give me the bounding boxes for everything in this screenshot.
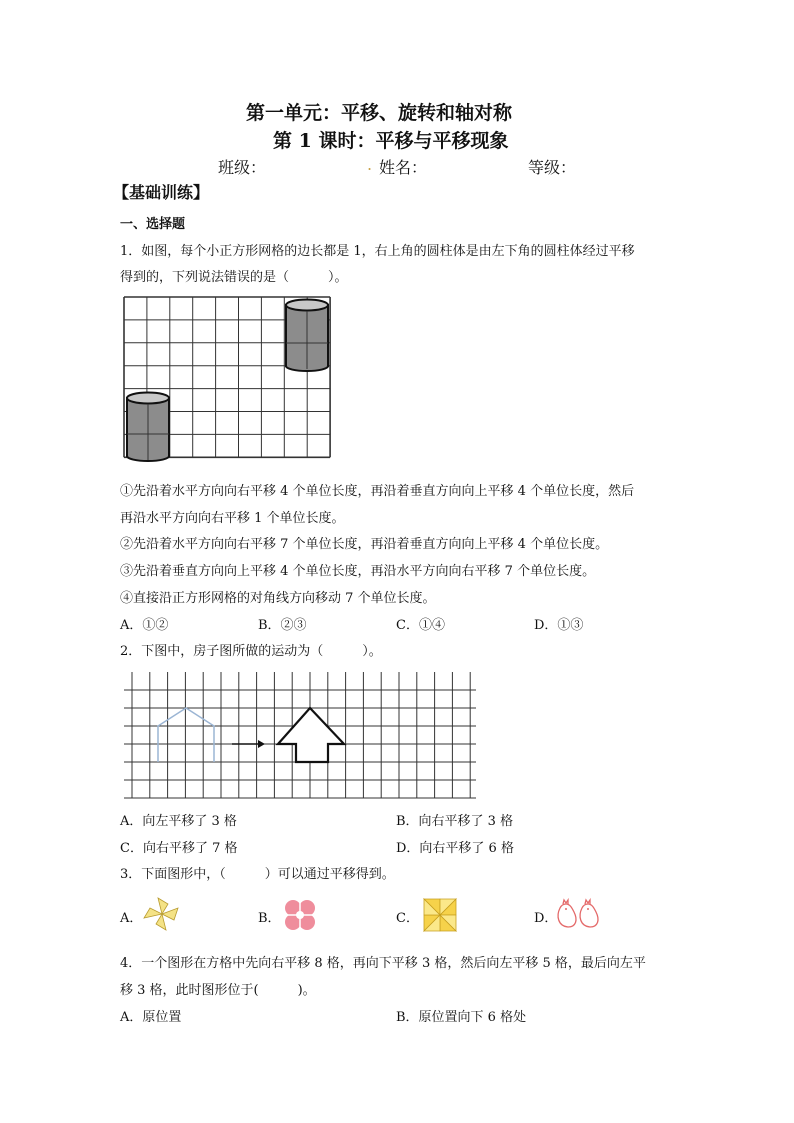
q2-option-c[interactable]: C．向右平移了 7 格 <box>120 841 238 856</box>
q1-line1: 1．如图，每个小正方形网格的边长都是 1，右上角的圆柱体是由左下角的圆柱体经过平移 <box>120 244 635 259</box>
q3-option-d[interactable]: D． <box>534 911 558 926</box>
q1-option-a[interactable]: A．①② <box>120 618 169 633</box>
class-label: 班级： <box>218 158 267 177</box>
q1-stmt4: ④直接沿正方形网格的对角线方向移动 7 个单位长度。 <box>120 591 436 606</box>
q1-stmt2: ②先沿着水平方向向右平移 7 个单位长度，再沿着垂直方向向上平移 4 个单位长度。 <box>120 537 609 552</box>
heart-flower-icon <box>280 895 320 935</box>
q4-option-a[interactable]: A．原位置 <box>120 1010 182 1025</box>
q4-option-b[interactable]: B．原位置向下 6 格处 <box>396 1010 527 1025</box>
q3-option-c[interactable]: C． <box>396 911 419 926</box>
q1-option-c[interactable]: C．①④ <box>396 618 445 633</box>
q3-line1: 3．下面图形中，（ ）可以通过平移得到。 <box>120 867 395 882</box>
q1-option-b[interactable]: B．②③ <box>258 618 307 633</box>
q1-option-d[interactable]: D．①③ <box>534 618 584 633</box>
cylinder-top-right <box>286 300 328 372</box>
q1-stmt3: ③先沿着垂直方向向上平移 4 个单位长度，再沿水平方向向右平移 7 个单位长度。 <box>120 564 596 579</box>
q1-grid-figure <box>124 297 334 462</box>
move-arrow-head <box>258 740 265 748</box>
q2-option-a[interactable]: A．向左平移了 3 格 <box>120 814 237 829</box>
q1-stmt1a: ①先沿着水平方向向右平移 4 个单位长度，再沿着垂直方向向上平移 4 个单位长度，然后 <box>120 484 635 499</box>
section-heading: 【基础训练】 <box>113 183 210 202</box>
q4-line1: 4．一个图形在方格中先向右平移 8 格，再向下平移 3 格，然后向左平移 5 格，最后向左平 <box>120 956 646 971</box>
dot-mark: . <box>367 155 373 174</box>
title-unit: 第一单元：平移、旋转和轴对称 <box>246 102 513 124</box>
q2-grid-figure <box>124 672 479 797</box>
part-heading: 一、选择题 <box>120 217 186 232</box>
q2-option-d[interactable]: D．向右平移了 6 格 <box>396 841 514 856</box>
pinwheel-square-icon <box>420 895 460 935</box>
grade-label: 等级： <box>528 158 577 177</box>
q3-option-b[interactable]: B． <box>258 911 281 926</box>
house-moved <box>278 708 344 762</box>
name-label: 姓名： <box>379 158 428 177</box>
title-lesson: 第 1 课时：平移与平移现象 <box>273 130 509 152</box>
q1-line2: 得到的，下列说法错误的是（ ）。 <box>120 270 348 285</box>
q1-stmt1b: 再沿水平方向向右平移 1 个单位长度。 <box>120 511 345 526</box>
q2-line1: 2．下图中，房子图所做的运动为（ ）。 <box>120 644 382 659</box>
q3-option-a[interactable]: A． <box>120 911 143 926</box>
chicks-icon <box>554 896 606 932</box>
q2-option-b[interactable]: B．向右平移了 3 格 <box>396 814 514 829</box>
pinwheel-icon <box>140 896 184 932</box>
cylinder-bottom-left <box>127 393 169 462</box>
q4-line2: 移 3 格，此时图形位于( )。 <box>120 983 316 998</box>
